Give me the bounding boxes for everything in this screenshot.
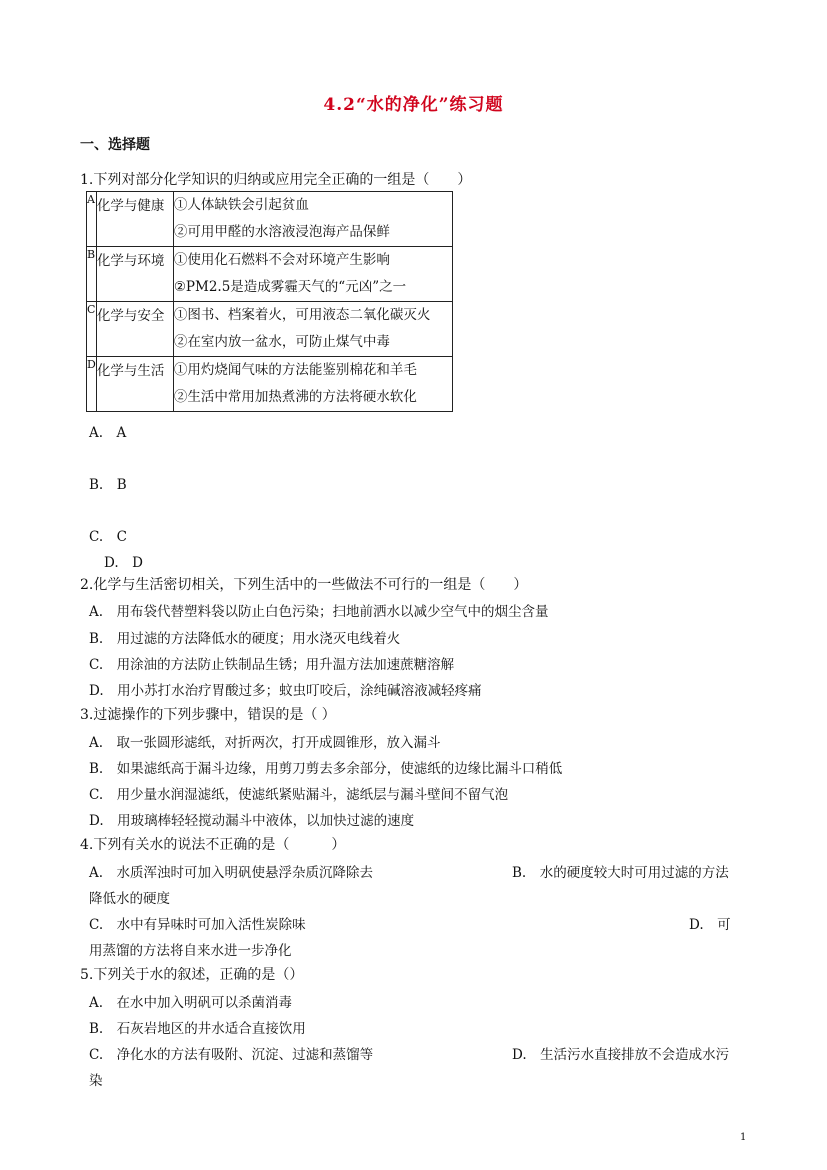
q2-option-b[interactable]: B. 用过滤的方法降低水的硬度；用水浇灭电线着火 xyxy=(89,631,401,647)
section-heading: 一、选择题 xyxy=(80,137,150,153)
q1-option-d[interactable]: D. D xyxy=(104,555,143,571)
q5-option-b[interactable]: B. 石灰岩地区的井水适合直接饮用 xyxy=(89,1021,306,1037)
q2-option-d[interactable]: D. 用小苏打水治疗胃酸过多；蚊虫叮咬后，涂纯碱溶液减轻疼痛 xyxy=(89,683,482,699)
row-category: 化学与健康 xyxy=(96,192,173,247)
row-item: ②在室内放一盆水，可防止煤气中毒 xyxy=(173,334,390,350)
q3-option-d[interactable]: D. 用玻璃棒轻轻搅动漏斗中液体，以加快过滤的速度 xyxy=(89,813,415,829)
question-4-stem: 4.下列有关水的说法不正确的是（ ） xyxy=(80,837,346,853)
table-row xyxy=(87,302,453,357)
question-1-stem: 1.下列对部分化学知识的归纳或应用完全正确的一组是（ ） xyxy=(80,172,472,188)
q1-option-a[interactable]: A. A xyxy=(89,425,127,441)
row-item: ②可用甲醛的水溶液浸泡海产品保鲜 xyxy=(173,224,390,240)
row-category: 化学与安全 xyxy=(96,302,173,357)
q5-option-a[interactable]: A. 在水中加入明矾可以杀菌消毒 xyxy=(89,995,293,1011)
row-letter: A xyxy=(87,192,97,247)
table-row xyxy=(87,357,453,412)
q4-option-a[interactable]: A. 水质浑浊时可加入明矾使悬浮杂质沉降除去 xyxy=(89,865,374,881)
q1-option-b[interactable]: B. B xyxy=(89,477,127,493)
question-2-stem: 2.化学与生活密切相关，下列生活中的一些做法不可行的一组是（ ） xyxy=(80,577,528,593)
q3-option-b[interactable]: B. 如果滤纸高于漏斗边缘，用剪刀剪去多余部分，使滤纸的边缘比漏斗口稍低 xyxy=(89,761,563,777)
question-5-stem: 5.下列关于水的叙述，正确的是（） xyxy=(80,967,304,983)
question-1-table xyxy=(86,191,453,412)
row-content xyxy=(173,247,452,302)
row-item: ①图书、档案着火，可用液态二氧化碳灭火 xyxy=(173,307,431,323)
row-category: 化学与生活 xyxy=(96,357,173,412)
q4-option-b[interactable]: B. 水的硬度较大时可用过滤的方法 xyxy=(512,865,729,881)
table-row xyxy=(87,247,453,302)
row-letter: B xyxy=(87,247,97,302)
q2-option-a[interactable]: A. 用布袋代替塑料袋以防止白色污染；扫地前洒水以减少空气中的烟尘含量 xyxy=(89,604,549,620)
row-item: ②PM2.5是造成雾霾天气的“元凶”之一 xyxy=(173,279,407,295)
q1-option-c[interactable]: C. C xyxy=(89,529,127,545)
question-3-stem: 3.过滤操作的下列步骤中，错误的是（ ） xyxy=(80,707,336,723)
row-item: ①用灼烧闻气味的方法能鉴别棉花和羊毛 xyxy=(173,362,417,378)
row-item: ②生活中常用加热煮沸的方法将硬水软化 xyxy=(173,389,417,405)
row-letter: C xyxy=(87,302,97,357)
page-title: 4.2“水的净化”练习题 xyxy=(323,95,504,115)
q5-option-d-continued: 染 xyxy=(89,1073,103,1089)
row-letter: D xyxy=(87,357,97,412)
row-content xyxy=(173,192,452,247)
row-content xyxy=(173,357,452,412)
q5-option-c[interactable]: C. 净化水的方法有吸附、沉淀、过滤和蒸馏等 xyxy=(89,1047,374,1063)
q4-option-c[interactable]: C. 水中有异味时可加入活性炭除味 xyxy=(89,917,306,933)
row-item: ①使用化石燃料不会对环境产生影响 xyxy=(173,252,390,268)
row-content xyxy=(173,302,452,357)
row-item: ①人体缺铁会引起贫血 xyxy=(173,197,309,213)
row-category: 化学与环境 xyxy=(96,247,173,302)
q4-option-d-continued: 用蒸馏的方法将自来水进一步净化 xyxy=(89,943,292,959)
q3-option-a[interactable]: A. 取一张圆形滤纸，对折两次，打开成圆锥形，放入漏斗 xyxy=(89,735,441,751)
q2-option-c[interactable]: C. 用涂油的方法防止铁制品生锈；用升温方法加速蔗糖溶解 xyxy=(89,657,455,673)
q3-option-c[interactable]: C. 用少量水润湿滤纸，使滤纸紧贴漏斗，滤纸层与漏斗壁间不留气泡 xyxy=(89,787,509,803)
q4-option-b-continued: 降低水的硬度 xyxy=(89,891,170,907)
q5-option-d[interactable]: D. 生活污水直接排放不会造成水污 xyxy=(512,1047,730,1063)
table-row xyxy=(87,192,453,247)
q4-option-d[interactable]: D. 可 xyxy=(689,917,731,933)
page-number: 1 xyxy=(740,1132,747,1143)
